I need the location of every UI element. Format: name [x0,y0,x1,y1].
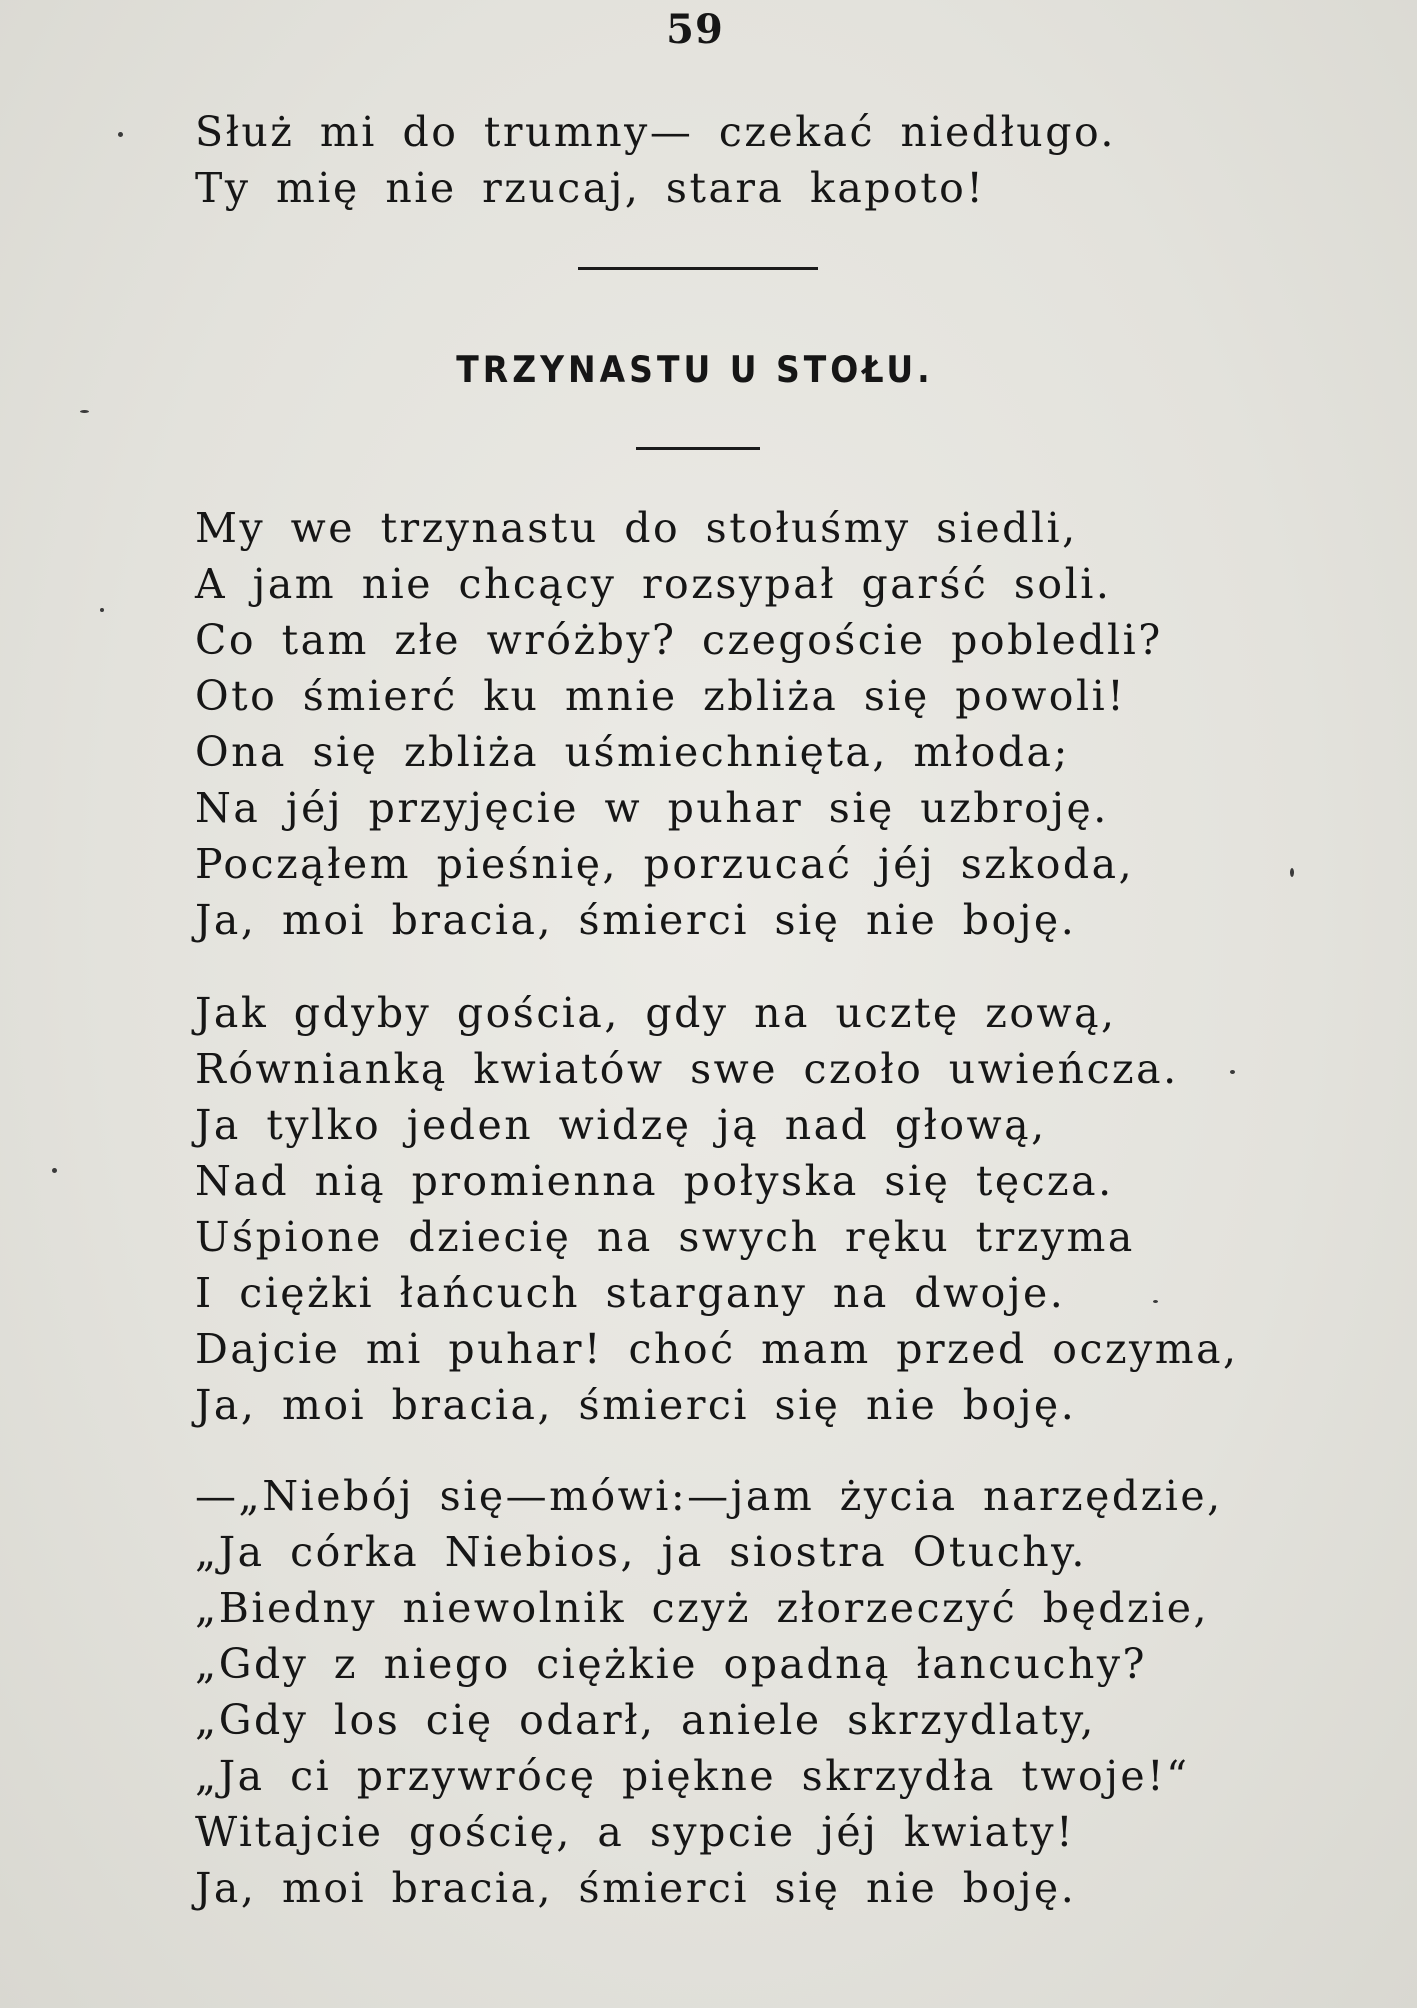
verse-line: Uśpione dziecię na swych ręku trzyma [195,1213,1135,1261]
verse-line: I ciężki łańcuch stargany na dwoje. [195,1269,1066,1317]
paper-speck [52,1168,57,1173]
stanza-3 [195,1468,1223,1916]
verse-line: Co tam złe wróżby? czegoście pobledli? [195,616,1163,664]
title-divider-short [636,447,760,450]
paper-speck [118,132,123,137]
section-divider-long [578,267,818,270]
verse-line: Dajcie mi puhar! choć mam przed oczyma, [195,1325,1239,1373]
top-stanza [195,104,1116,216]
verse-line: „Gdy z niego ciężkie opadną łancuchy? [195,1640,1148,1688]
verse-line: Równianką kwiatów swe czoło uwieńcza. [195,1045,1179,1093]
verse-line: „Ja ci przywrócę piękne skrzydła twoje!“ [195,1752,1190,1800]
verse-line: „Ja córka Niebios, ja siostra Otuchy. [195,1528,1087,1576]
verse-line: „Gdy los cię odarł, aniele skrzydlaty, [195,1696,1096,1744]
paper-speck [100,608,104,612]
verse-line: Ja tylko jeden widzę ją nad głową, [195,1101,1047,1149]
verse-line: Ja, moi bracia, śmierci się nie boję. [195,1864,1077,1912]
verse-line: „Biedny niewolnik czyż złorzeczyć będzie, [195,1584,1210,1632]
verse-line: Jak gdyby gościa, gdy na ucztę zową, [195,989,1117,1037]
stanza-2 [195,985,1239,1433]
page-number: 59 [666,6,724,53]
verse-line: A jam nie chcący rozsypał garść soli. [195,560,1112,608]
poem-title: TRZYNASTU U STOŁU. [456,348,934,391]
verse-line: Służ mi do trumny— czekać niedługo. [195,108,1116,156]
paper-speck [80,410,89,413]
verse-line: Nad nią promienna połyska się tęcza. [195,1157,1114,1205]
verse-line: Witajcie gościę, a sypcie jéj kwiaty! [195,1808,1076,1856]
verse-line: Począłem pieśnię, porzucać jéj szkoda, [195,840,1135,888]
paper-speck [1153,1300,1158,1303]
stanza-1 [195,500,1163,948]
verse-line: Ja, moi bracia, śmierci się nie boję. [195,1381,1077,1429]
paper-speck [1290,868,1294,877]
verse-line: Na jéj przyjęcie w puhar się uzbroję. [195,784,1109,832]
paper-speck [1230,1070,1235,1074]
verse-line: My we trzynastu do stołuśmy siedli, [195,504,1078,552]
verse-line: Ja, moi bracia, śmierci się nie boję. [195,896,1077,944]
verse-line: —„Niebój się—mówi:—jam życia narzędzie, [195,1472,1223,1520]
verse-line: Ona się zbliża uśmiechnięta, młoda; [195,728,1070,776]
verse-line: Ty mię nie rzucaj, stara kapoto! [195,164,986,212]
verse-line: Oto śmierć ku mnie zbliża się powoli! [195,672,1127,720]
